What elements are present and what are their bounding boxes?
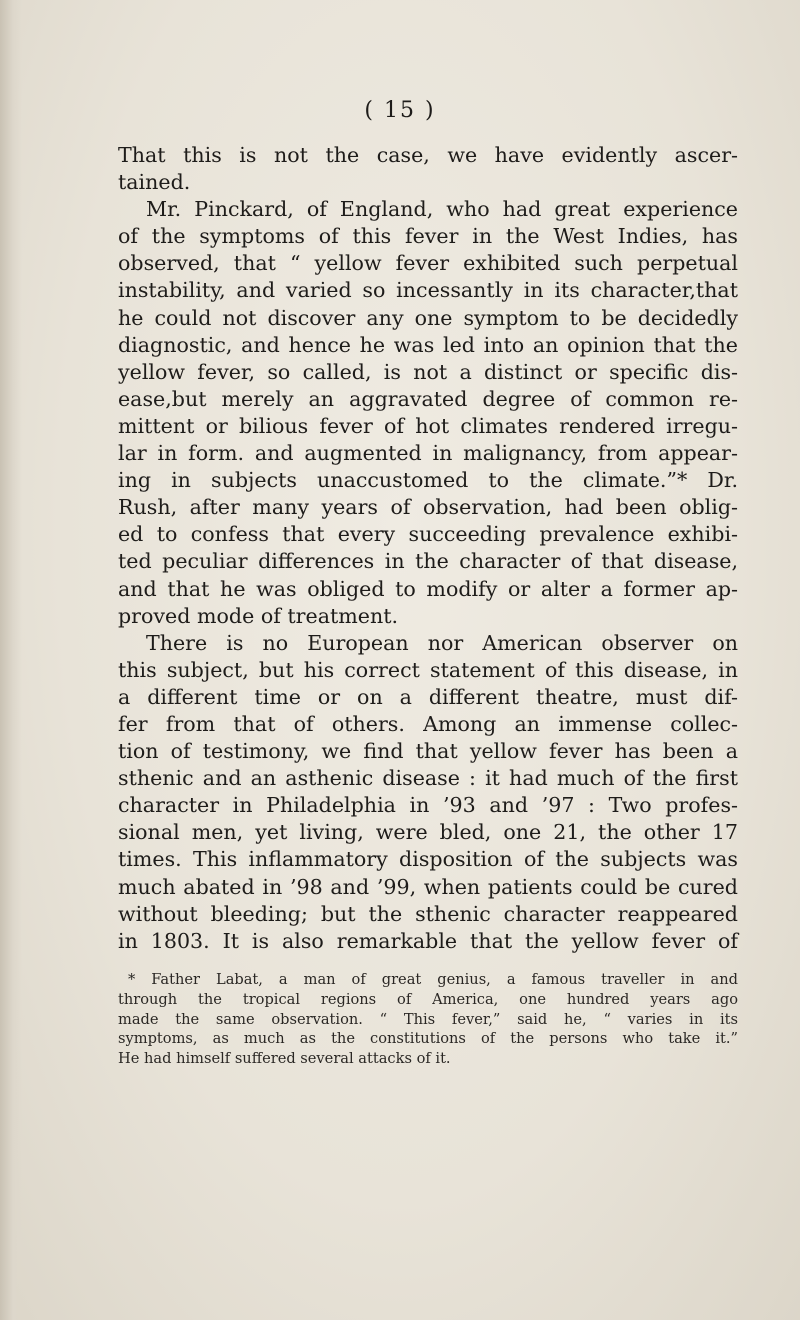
footnote-line: * Father Labat, a man of great genius, a famous traveller in and <box>128 971 738 988</box>
text-line: without bleeding; but the sthenic character reappeared <box>118 901 738 926</box>
text-line: yellow fever, so called, is not a distinct or specific dis- <box>118 359 738 384</box>
footnote-line: through the tropical regions of America, one hundred years ago <box>118 990 738 1008</box>
text-line: There is no European nor American observer on <box>146 630 738 655</box>
text-line: sional men, yet living, were bled, one 21, the other 17 <box>118 820 738 845</box>
text-line: Rush, after many years of observation, had been oblig- <box>118 495 738 520</box>
text-line: diagnostic, and hence he was led into an opinion that the <box>118 332 738 357</box>
text-line: ed to confess that every succeeding prevalence exhibi- <box>118 522 738 547</box>
text-line: ted peculiar differences in the character of that disease, <box>118 549 738 574</box>
page-number: ( 15 ) <box>364 98 436 123</box>
footnote-line: He had himself suffered several attacks of it. <box>118 1050 451 1068</box>
text-line: character in Philadelphia in ’93 and ’97 : Two profes- <box>118 793 738 818</box>
text-line: a different time or on a different theatre, must dif- <box>118 684 738 709</box>
text-line: proved mode of treatment. <box>118 603 399 628</box>
text-line: tion of testimony, we find that yellow fever has been a <box>118 739 738 764</box>
text-line: and that he was obliged to modify or alter a former ap- <box>118 576 738 601</box>
text-line: lar in form. and augmented in malignancy, from appear- <box>118 441 738 466</box>
text-line: mittent or bilious fever of hot climates rendered irregu- <box>118 413 738 438</box>
footnote-line: made the same observation. “ This fever,” said he, “ varies in its <box>118 1010 738 1028</box>
text-line: sthenic and an asthenic disease : it had much of the first <box>118 766 738 791</box>
footnote-line: symptoms, as much as the constitutions of the persons who take it.” <box>118 1030 738 1048</box>
text-line: fer from that of others. Among an immense collec- <box>118 711 738 736</box>
text-line: of the symptoms of this fever in the West Indies, has <box>118 224 738 249</box>
text-line: times. This inflammatory disposition of the subjects was <box>118 847 738 872</box>
text-line: Mr. Pinckard, of England, who had great experience <box>146 197 738 222</box>
text-line: tained. <box>118 170 191 195</box>
text-line: he could not discover any one symptom to be decidedly <box>118 305 738 330</box>
text-line: ing in subjects unaccustomed to the climate.”* Dr. <box>118 468 738 493</box>
text-line: this subject, but his correct statement of this disease, in <box>118 657 738 682</box>
text-line: instability, and varied so incessantly in its character,that <box>118 278 738 303</box>
page-edge-shadow <box>0 0 22 1320</box>
text-line: much abated in ’98 and ’99, when patients could be cured <box>118 874 738 899</box>
body-text <box>118 142 738 955</box>
text-line: That this is not the case, we have evidently ascer- <box>118 143 738 167</box>
text-line: ease,but merely an aggravated degree of common re- <box>118 386 738 411</box>
footnote <box>118 970 738 1069</box>
text-line: in 1803. It is also remarkable that the yellow fever of <box>118 928 738 953</box>
text-line: observed, that “ yellow fever exhibited such perpetual <box>118 251 738 276</box>
